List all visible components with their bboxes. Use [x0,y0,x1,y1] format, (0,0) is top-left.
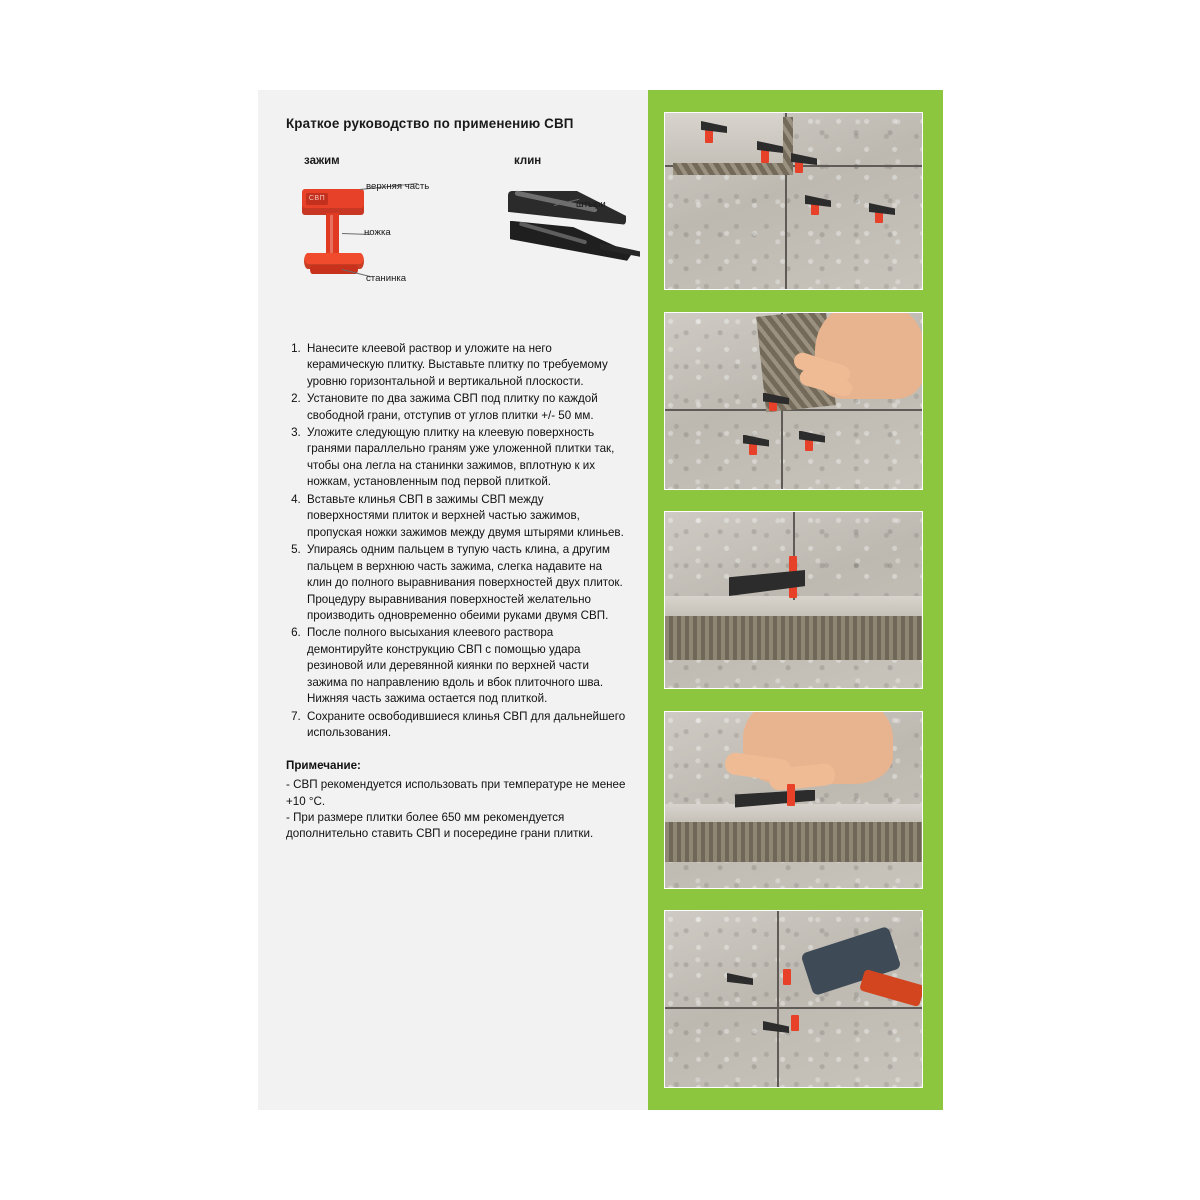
callout-base: станинка [366,272,407,284]
adhesive-comb-texture [665,616,922,660]
list-item: 3. Уложите следующую плитку на клеевую поверхность гранями параллельно граням уже уложенной плитки так, чтобы она легла на станинки зажимов, вплотную к их ножкам, установленным под первой плиткой. [304,425,626,491]
note-title: Примечание: [286,758,361,772]
clamp-leg [326,213,339,257]
list-item: 4. Вставьте клинья СВП в зажимы СВП между поверхностями плиток и верхней частью зажимов, пропуская ножки зажимов между двумя штырями клиньев. [304,492,626,541]
text-panel [258,90,648,1110]
callout-leg: ножка [364,226,391,238]
clamp-in-photo [783,969,791,985]
note-line: - СВП рекомендуется использовать при температуре не менее +10 °C. [286,778,626,808]
list-item: 2. Установите по два зажима СВП под плитку по каждой свободной грани, отступив от углов плитки +/- 50 мм. [304,391,626,424]
clamp-in-photo [787,784,795,806]
steps-list [286,341,626,742]
adhesive-comb-texture [665,822,922,862]
clamp-in-photo [791,1015,799,1031]
photo-step-2 [664,312,923,490]
instruction-leaflet [258,90,943,1110]
tile-slab [665,804,922,822]
note-block [286,758,626,843]
note-line: - При размере плитки более 650 мм рекомендуется дополнительно ставить СВП и посередине грани плитки. [286,810,594,841]
photo-panel [648,90,943,1110]
grout-line [777,911,779,1087]
grout-line [665,1007,922,1009]
callout-pins: штыри [576,198,606,210]
photo-step-4 [664,711,923,889]
parts-diagram [286,155,626,335]
photo-step-1 [664,112,923,290]
list-item: 1. Нанесите клеевой раствор и уложите на него керамическую плитку. Выставьте плитку по требуемому уровню горизонтальной и вертикальной плоскости. [304,341,626,390]
clamp-label: зажим [304,154,340,167]
list-item: 7. Сохраните освободившиеся клинья СВП для дальнейшего использования. [304,709,626,742]
list-item: 6. После полного высыхания клеевого раствора демонтируйте конструкцию СВП с помощью удара резиновой или деревянной киянки по верхней части зажима по направлению вдоль и вбок плиточного шва. Нижняя часть зажима остается под плиткой. [304,625,626,707]
callout-top-part: верхняя часть [366,180,430,192]
clamp-brand-tab: СВП [306,193,328,205]
page-title: Краткое руководство по применению СВП [286,116,574,131]
photo-step-3 [664,511,923,689]
wedge-label: клин [514,154,542,167]
list-item: 5. Упираясь одним пальцем в тупую часть клина, а другим пальцем в верхнюю часть зажима, слегка надавите на клин до полного выравнивания поверхностей двух плиток. Процедуру выравнивания поверхностей желательно производить одновременно обеими руками двумя СВП. [304,542,626,624]
photo-step-5 [664,910,923,1088]
clamp-illustration [302,179,372,294]
